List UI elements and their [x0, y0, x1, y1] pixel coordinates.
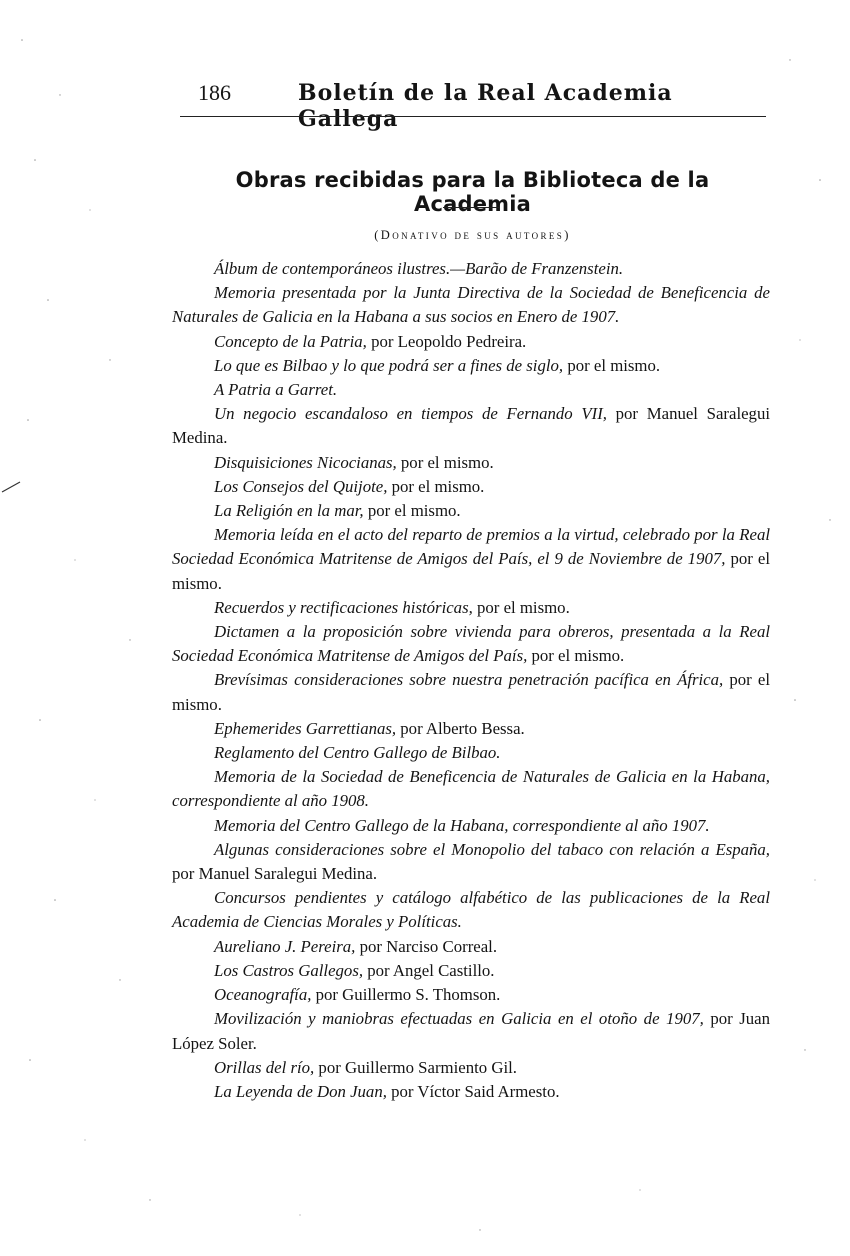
entry-author: por Guillermo S. Thomson. [311, 985, 501, 1005]
entry-title: Reglamento del Centro Gallego de Bilbao. [214, 743, 501, 763]
page-number: 186 [198, 80, 231, 105]
running-title: Boletín de la Real Academia Gallega [298, 80, 673, 132]
list-item [172, 983, 770, 1007]
entry-list [172, 257, 770, 1104]
list-item [172, 765, 770, 813]
list-item [172, 475, 770, 499]
list-item [172, 1080, 770, 1104]
list-item [172, 523, 770, 596]
entry-author: por el mismo. [387, 476, 485, 496]
entry-author: por el mismo. [527, 646, 625, 666]
list-item [172, 402, 770, 450]
entry-title: Algunas consideraciones sobre el Monopolio del tabaco con relación a España, [214, 839, 770, 859]
list-item [172, 668, 770, 716]
entry-author: por Angel Castillo. [363, 960, 495, 980]
entry-title: Los Castros Gallegos, [214, 960, 364, 980]
entry-title: Recuerdos y rectificaciones históricas, [214, 597, 473, 617]
entry-title: Lo que es Bilbao y lo que podrá ser a fines de siglo, [214, 355, 564, 375]
list-item [172, 814, 770, 838]
entry-title: Concepto de la Patria, [214, 331, 367, 351]
entry-title: Concursos pendientes y catálogo alfabético de las publicaciones de la Real Academia de Ciencias Morales y Políticas. [172, 888, 770, 932]
entry-title: Movilización y maniobras efectuadas en Galicia en el otoño de 1907, [214, 1009, 704, 1029]
entry-author: por Manuel Saralegui Medina. [172, 864, 378, 884]
entry-author: por el mismo. [363, 501, 461, 521]
list-item [172, 935, 770, 959]
entry-title: Memoria presentada por la Junta Directiva de la Sociedad de Beneficencia de Naturales de Galicia en la Habana a sus socios en Enero de 1907. [172, 283, 770, 327]
entry-author: por Guillermo Sarmiento Gil. [314, 1057, 517, 1077]
list-item [172, 741, 770, 765]
entry-title: Disquisiciones Nicocianas, [214, 452, 397, 472]
list-item [172, 596, 770, 620]
list-item [172, 1056, 770, 1080]
entry-title: Aureliano J. Pereira, [214, 936, 356, 956]
list-item [172, 451, 770, 475]
page-header [180, 80, 765, 132]
entry-author: por el mismo. [172, 670, 770, 714]
entry-author: por el mismo. [396, 452, 494, 472]
list-item [172, 330, 770, 354]
entry-title: Orillas del río, [214, 1057, 315, 1077]
entry-author: por Narciso Correal. [355, 936, 498, 956]
entry-title: Oceanografía, [214, 985, 312, 1005]
section-subtitle: (Donativo de sus autores) [374, 228, 571, 242]
list-item [172, 886, 770, 934]
entry-title: Memoria leída en el acto del reparto de premios a la virtud, celebrado por la Real Sociedad Económica Matritense de Amigos del País, el 9 de Noviembre de 1907, [172, 525, 770, 569]
entry-title: Memoria del Centro Gallego de la Habana, correspondiente al año 1907. [214, 815, 710, 835]
list-item [172, 378, 770, 402]
list-item [172, 959, 770, 983]
entry-title: Un negocio escandaloso en tiempos de Fernando VII, [214, 404, 607, 424]
list-item [172, 717, 770, 741]
list-item [172, 838, 770, 886]
entry-title: Álbum de contemporáneos ilustres.—Barão de Franzenstein. [214, 259, 624, 278]
entry-title: Memoria de la Sociedad de Beneficencia de Naturales de Galicia en la Habana, correspondiente al año 1908. [172, 767, 770, 811]
list-item [172, 257, 770, 281]
entry-author: por Leopoldo Pedreira. [366, 331, 527, 351]
entry-author: por el mismo. [172, 549, 770, 593]
entry-title: Ephemerides Garrettianas, [214, 718, 397, 738]
entry-title: Brevísimas consideraciones sobre nuestra penetración pacífica en África, [214, 670, 724, 690]
entry-title: A Patria a Garret. [214, 380, 338, 400]
list-item [172, 1007, 770, 1055]
entry-title: La Religión en la mar, [214, 501, 364, 521]
list-item [172, 620, 770, 668]
entry-author: por Manuel Saralegui Medina. [172, 404, 770, 448]
entry-title: La Leyenda de Don Juan, [214, 1081, 387, 1101]
entry-author: por Juan López Soler. [172, 1009, 770, 1053]
entry-title: Los Consejos del Quijote, [214, 476, 388, 496]
entry-author: por Alberto Bessa. [396, 718, 525, 738]
list-item [172, 281, 770, 329]
entry-title: Dictamen a la proposición sobre vivienda para obreros, presentada a la Real Sociedad Económica Matritense de Amigos del País, [172, 622, 770, 666]
list-item [172, 354, 770, 378]
header-rule [180, 116, 766, 117]
list-item [172, 499, 770, 523]
entry-author: por Víctor Said Armesto. [386, 1081, 560, 1101]
section-title: Obras recibidas para la Biblioteca de la Academia [235, 168, 710, 216]
entry-author: por el mismo. [563, 355, 661, 375]
title-rule [443, 207, 499, 208]
entry-author: por el mismo. [472, 597, 570, 617]
